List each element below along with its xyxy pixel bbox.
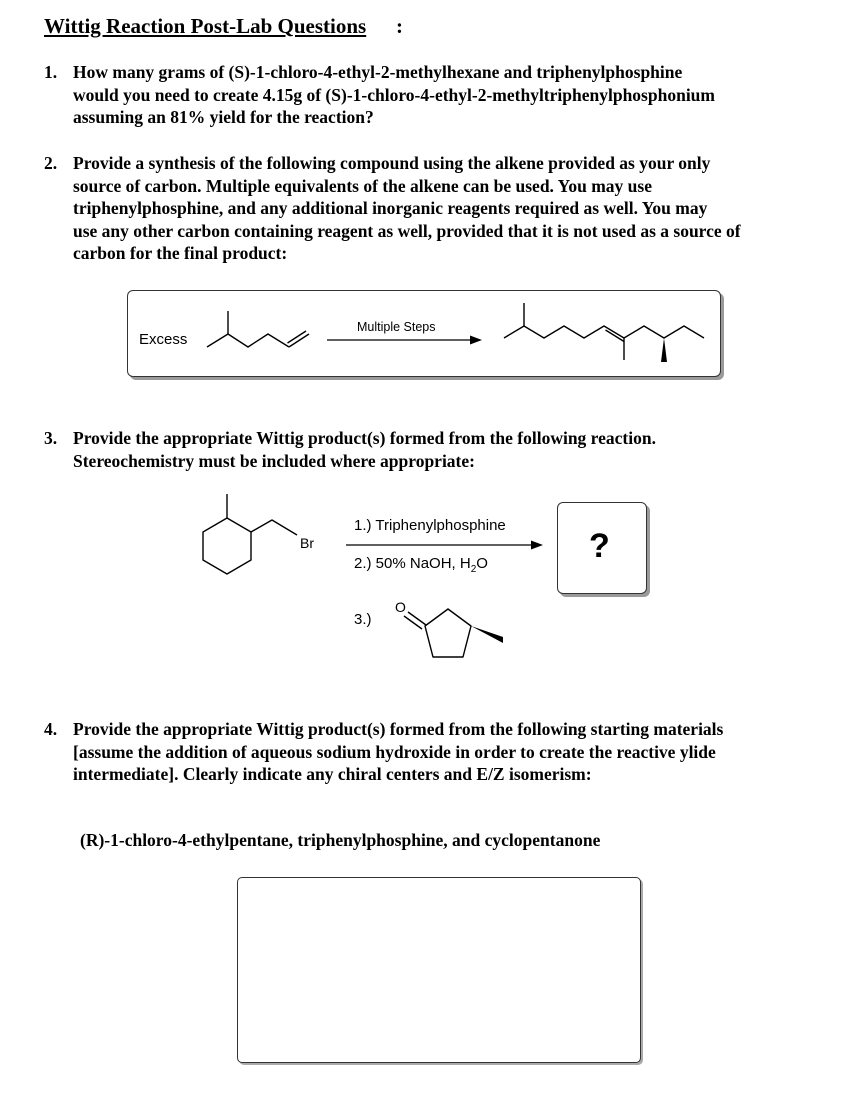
question-line: source of carbon. Multiple equivalents of the alkene can be used. You may use (73, 175, 652, 196)
question-line: Provide a synthesis of the following compound using the alkene provided as your only (73, 153, 711, 173)
question-line: How many grams of (S)-1-chloro-4-ethyl-2-methylhexane and triphenylphosphine (73, 62, 683, 82)
bromide-structure (203, 494, 297, 574)
question-line: Provide the appropriate Wittig product(s) formed from the following starting materials (73, 719, 724, 739)
question-line: use any other carbon containing reagent as well, provided that it is not used as a source of (73, 220, 741, 241)
excess-label: Excess (139, 331, 188, 348)
reagent-step-2 (354, 555, 488, 575)
reagent-step-2-text: 2.) 50% NaOH, H (354, 555, 471, 572)
unknown-product-mark: ? (589, 527, 610, 565)
page-title: Wittig Reaction Post-Lab Questions (44, 14, 367, 38)
question-line: assuming an 81% yield for the reaction? (73, 107, 374, 127)
reagent-step-3: 3.) (354, 611, 372, 628)
question-line: would you need to create 4.15g of (S)-1-chloro-4-ethyl-2-methyltriphenylphosphonium (73, 84, 715, 105)
question-number: 1. (44, 62, 58, 82)
oxygen-label: O (395, 599, 406, 615)
question-number: 4. (44, 719, 58, 739)
question-line: triphenylphosphine, and any additional inorganic reagents required as well. You may (73, 198, 708, 218)
question-line: Provide the appropriate Wittig product(s) formed from the following reaction. (73, 428, 656, 448)
question-line: Stereochemistry must be included where appropriate: (73, 450, 475, 471)
arrow-label: Multiple Steps (357, 320, 436, 334)
methylcyclopentanone-structure (404, 609, 471, 657)
question-line: carbon for the final product: (73, 243, 288, 263)
answer-box[interactable] (237, 877, 641, 1063)
wedge-bond (471, 626, 503, 643)
question-number: 2. (44, 153, 58, 173)
question-line: intermediate]. Clearly indicate any chiral centers and E/Z isomerism: (73, 764, 592, 784)
title-colon: : (396, 14, 403, 38)
reaction-arrow-3 (346, 541, 543, 550)
question-4 (44, 718, 834, 786)
question-4-materials: (R)-1-chloro-4-ethylpentane, triphenylphosphine, and cyclopentanone (80, 830, 601, 850)
reagent-step-2-text: O (476, 555, 488, 572)
reagent-step-1: 1.) Triphenylphosphine (354, 517, 506, 534)
question-number: 3. (44, 428, 58, 448)
question-line: [assume the addition of aqueous sodium hydroxide in order to create the reactive ylide (73, 741, 716, 762)
bromine-label: Br (300, 535, 314, 551)
subscript: 2 (470, 564, 477, 575)
